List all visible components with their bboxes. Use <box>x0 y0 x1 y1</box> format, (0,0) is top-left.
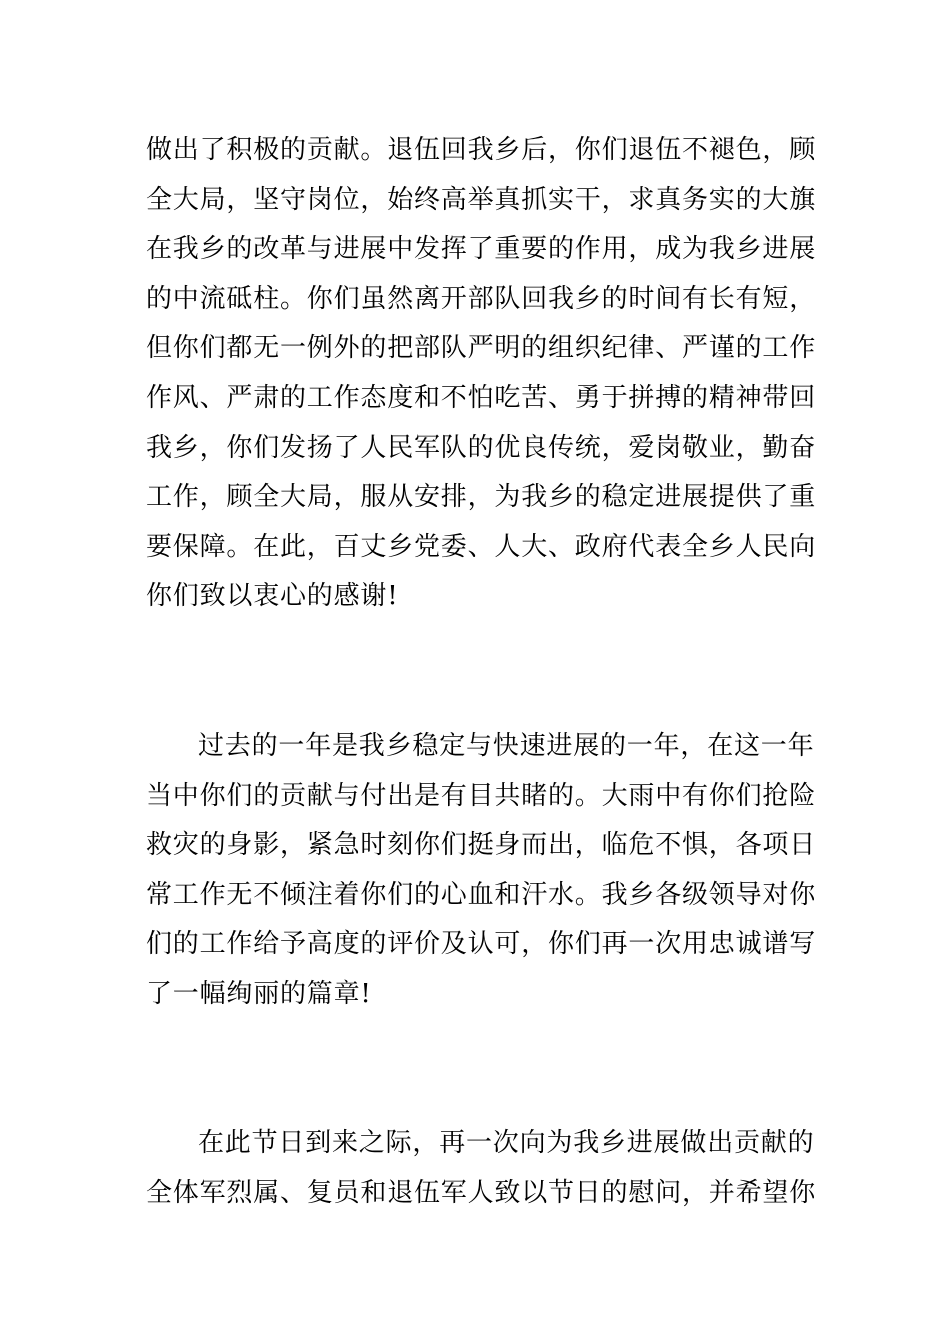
paragraph-line: 们的工作给予高度的评价及认可，你们再一次用忠诚谱写 <box>146 929 817 960</box>
paragraph-1 <box>146 126 817 622</box>
paragraph-line: 全体军烈属、复员和退伍军人致以节日的慰问，并希望你 <box>146 1177 817 1208</box>
paragraph-line: 工作，顾全大局，服从安排，为我乡的稳定进展提供了重 <box>146 482 817 513</box>
paragraph-line: 作风、严肃的工作态度和不怕吃苦、勇于拼搏的精神带回 <box>146 382 817 413</box>
paragraph-line: 要保障。在此，百丈乡党委、人大、政府代表全乡人民向 <box>146 531 817 562</box>
paragraph-line: 救灾的身影，紧急时刻你们挺身而出，临危不惧，各项日 <box>146 830 817 861</box>
paragraph-line: 全大局，坚守岗位，始终高举真抓实干，求真务实的大旗 <box>146 184 817 215</box>
paragraph-line: 的中流砥柱。你们虽然离开部队回我乡的时间有长有短， <box>146 283 817 314</box>
paragraph-line: 过去的一年是我乡稳定与快速进展的一年，在这一年 <box>198 731 815 761</box>
paragraph-line: 你们致以衷心的感谢! <box>146 581 399 612</box>
paragraph-line: 当中你们的贡献与付出是有目共睹的。大雨中有你们抢险 <box>146 780 817 811</box>
paragraph-line: 我乡，你们发扬了人民军队的优良传统，爱岗敬业，勤奋 <box>146 432 817 463</box>
paragraph-3 <box>146 1119 817 1218</box>
paragraph-line: 在我乡的改革与进展中发挥了重要的作用，成为我乡进展 <box>146 234 817 265</box>
paragraph-line: 在此节日到来之际，再一次向为我乡进展做出贡献的 <box>198 1128 815 1158</box>
paragraph-2 <box>146 722 817 1020</box>
paragraph-line: 了一幅绚丽的篇章! <box>146 978 372 1009</box>
paragraph-line: 做出了积极的贡献。退伍回我乡后，你们退伍不褪色，顾 <box>146 135 817 165</box>
paragraph-line: 常工作无不倾注着你们的心血和汗水。我乡各级领导对你 <box>146 879 817 910</box>
paragraph-line: 但你们都无一例外的把部队严明的组织纪律、严谨的工作 <box>146 333 817 364</box>
